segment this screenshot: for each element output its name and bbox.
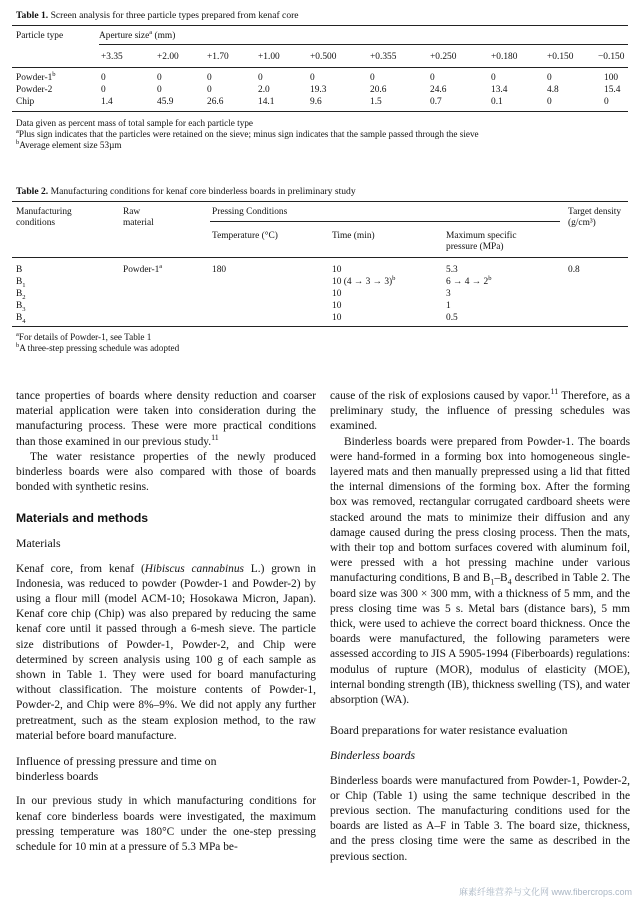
- table2-density: 0.8: [568, 265, 580, 275]
- table2-header-pressing: Pressing Conditions: [212, 207, 288, 217]
- table1-cell: 0: [101, 73, 106, 83]
- table1-row-label: Powder-1$^b$: [16, 70, 56, 83]
- table1-cell: 1.5: [370, 97, 382, 107]
- table2-header-conditions: conditions: [16, 218, 56, 228]
- table2-header-rule: [12, 257, 628, 258]
- table2-caption-text: Manufacturing conditions for kenaf core binderless boards in preliminary study: [50, 186, 356, 197]
- watermark-text: 麻素纤维营养与文化网 www.fibercrops.com: [458, 887, 632, 897]
- table2-condition: B: [16, 265, 23, 275]
- table1-cell: 0: [258, 73, 263, 83]
- left-column: [16, 389, 316, 855]
- table1-cell: 45.9: [157, 97, 174, 107]
- table1-cell: 15.4: [604, 85, 621, 95]
- table1-aperture-header: +0.250: [430, 52, 457, 62]
- table2-caption-label: Table 2.: [16, 186, 49, 197]
- table2-header-raw: Raw: [123, 207, 141, 217]
- table1-cell: 26.6: [207, 97, 224, 107]
- table1-caption-text: Screen analysis for three particle types prepared from kenaf core: [50, 10, 299, 21]
- table2-condition: $B_3$: [16, 301, 26, 313]
- section-heading-methods: Materials and methods: [16, 511, 149, 526]
- table2-note1: $^a$For details of Powder-1, see Table 1: [16, 330, 152, 342]
- table1-aperture-rule: [99, 44, 628, 45]
- table1-aperture-header: +0.500: [310, 52, 337, 62]
- table2-header-material: material: [123, 218, 154, 228]
- table1-cell: 0.7: [430, 97, 442, 107]
- table2-pressure: 3: [446, 289, 451, 299]
- materials-paragraph: Kenaf core, from kenaf (Hibiscus cannabinus L.) grown in Indonesia, was reduced to powder (Powder-1 and Powder-2) by using a flour mill (model ACM-10; Hosokawa Micron, Japan). Kenaf core chip (Chip) was also prepared by reducing the same kenaf core until it passed through a 6-mesh sieve. The particle size distributions of Powder-1, Powder-2, and Chip were determined by screen analysis using 100 g of each sample as shown in Table 1. They were used for board manufacturing without classification. The moisture contents of Powder-1, Powder-2, and Chip were 8%–9%. We did not apply any further pretreatment, such as the steam explosion method, to the raw material before board manufacture.: [16, 562, 316, 742]
- table2-condition: $B_4$: [16, 313, 26, 325]
- table2-header-time: Time (min): [332, 231, 375, 241]
- table1-cell: 0: [157, 73, 162, 83]
- table2-pressure: $6 \to 4 \to 2^b$: [446, 274, 492, 287]
- table1-cell: 0: [547, 73, 552, 83]
- table1-cell: 14.1: [258, 97, 275, 107]
- table2-header-target1: Target density: [568, 207, 622, 217]
- table1-cell: 0: [101, 85, 106, 95]
- table2-time: 10 $(4 \to 3 \to 3)^b$: [332, 274, 396, 287]
- table1-cell: 0: [207, 73, 212, 83]
- table2-header-max2: pressure (MPa): [446, 242, 504, 252]
- table2-caption: [16, 186, 356, 198]
- table1-row-label: Powder-2: [16, 85, 53, 95]
- table2-header-target2: (g/cm³): [568, 218, 596, 228]
- table1-cell: 20.6: [370, 85, 387, 95]
- table1-bottom-rule: [12, 111, 628, 112]
- table1-header-particle: Particle type: [16, 31, 64, 41]
- table1-note2: $^a$Plus sign indicates that the particles were retained on the sieve; minus sign indicates that the sample passed through the sieve: [16, 127, 479, 139]
- table1-aperture-header: −0.150: [598, 52, 625, 62]
- right-column: [330, 389, 630, 865]
- table1-cell: 19.3: [310, 85, 327, 95]
- table2-header-temperature: Temperature (°C): [212, 231, 278, 241]
- table1-cell: 1.4: [101, 97, 113, 107]
- table2-pressing-rule: [210, 221, 560, 222]
- table1-aperture-header: +2.00: [157, 52, 179, 62]
- table1-row-label: Chip: [16, 97, 35, 107]
- table2-bottom-rule: [12, 326, 628, 327]
- table2-condition: $B_1$: [16, 277, 26, 289]
- intro-paragraph-2: The water resistance properties of the newly produced binderless boards were also compared with those of boards bonded with synthetic resins.: [16, 450, 316, 494]
- table1-cell: 2.0: [258, 85, 270, 95]
- table2-time: 10: [332, 289, 342, 299]
- table1-cell: 0: [491, 73, 496, 83]
- table1-aperture-header: +1.00: [258, 52, 280, 62]
- table1-aperture-header: +1.70: [207, 52, 229, 62]
- table2-time: 10: [332, 265, 342, 275]
- table1-cell: 24.6: [430, 85, 447, 95]
- table1-cell: 0: [157, 85, 162, 95]
- subheading-board-preparations: Board preparations for water resistance evaluation: [330, 723, 568, 738]
- table2-note2: $^b$A three-step pressing schedule was adopted: [16, 341, 180, 353]
- table1-cell: 4.8: [547, 85, 559, 95]
- table1-aperture-header: +0.355: [370, 52, 397, 62]
- subheading-binderless-boards: Binderless boards: [330, 748, 416, 763]
- preparation-paragraph: Binderless boards were prepared from Powder-1. The boards were hand-formed in a forming box into homogeneous single-layered mats and then manually prepressed using a lid that fitted the internal dimensions of the forming box. After the forming box was removed, rectangular corrugated cardboard sheets were stacked around the mats to minimize their diffusion and any damage caused during the press closing process. Then the mats, with their top and bottom surfaces covered with aluminum foil, were pressed with a hot pressing machine under various manufacturing conditions, B and $B_1-B_4$ described in Table 2. The board size was 300 × 300 mm, with a thickness of 5 mm, and the press closing time was 5 s. Metal bars (distance bars), 5 mm thick, were used to achieve the correct board thickness. Once the boards were manufactured, the following parameters were assessed according to JIS A 5905-1994 (Fiberboards) regulations: modulus of rupture (MOR), modulus of elasticity (MOE), internal bonding strength (IB), thickness swelling (TS), and water absorption (WA).: [330, 435, 631, 707]
- table1-note1: Data given as percent mass of total sample for each particle type: [16, 118, 253, 128]
- table2-pressure: 5.3: [446, 265, 458, 275]
- table1-aperture-header: +0.180: [491, 52, 518, 62]
- table1-aperture-header: +3.35: [101, 52, 123, 62]
- table2-header-manufacturing: Manufacturing: [16, 207, 72, 217]
- table2-raw-material: Powder-1$^a$: [123, 262, 163, 275]
- intro-paragraph: tance properties of boards where density reduction and coarser material application were taken into consideration during the manufacturing process. These were more practical conditions than those examined in our previous study.$^{11}$: [16, 390, 316, 448]
- table1-cell: 0: [604, 97, 609, 107]
- table1-caption-label: Table 1.: [16, 10, 49, 21]
- table2-temperature: 180: [212, 265, 227, 275]
- table2-pressure: 1: [446, 301, 451, 311]
- subheading-influence: Influence of pressing pressure and time on binderless boards: [16, 754, 217, 784]
- table1-cell: 9.6: [310, 97, 322, 107]
- binderless-paragraph: Binderless boards were manufactured from Powder-1, Powder-2, or Chip (Table 1) using the same technique described in the previous section. The manufacturing conditions used for the boards are listed as A–F in Table 3. The board size, thickness, and the press closing time were the same as described in the previous section.: [330, 774, 630, 863]
- table1-cell: 13.4: [491, 85, 508, 95]
- subheading-materials: Materials: [16, 536, 61, 551]
- table1-cell: 0: [430, 73, 435, 83]
- table2-time: 10: [332, 313, 342, 323]
- table1-header-rule: [12, 67, 628, 68]
- influence-paragraph: In our previous study in which manufacturing conditions for kenaf core binderless boards were investigated, the maximum pressing temperature was 180°C under the one-step pressing schedule for 10 min at a pressure of 5.3 MPa be-: [16, 795, 316, 854]
- table1-top-rule: [12, 25, 628, 26]
- table2-pressure: 0.5: [446, 313, 458, 323]
- table1-cell: 0.1: [491, 97, 503, 107]
- table1-cell: 0: [310, 73, 315, 83]
- table2-time: 10: [332, 301, 342, 311]
- table2-top-rule: [12, 201, 628, 202]
- table1-cell: 0: [207, 85, 212, 95]
- table2-condition: $B_2$: [16, 289, 26, 301]
- table1-aperture-header: +0.150: [547, 52, 574, 62]
- table1-cell: 0: [370, 73, 375, 83]
- table1-cell: 100: [604, 73, 619, 83]
- table1-caption: [16, 10, 299, 22]
- table1-cell: 0: [547, 97, 552, 107]
- table1-note3: $^b$Average element size 53µm: [16, 138, 122, 150]
- table1-header-aperture: Aperture size$^a$ (mm): [99, 28, 176, 41]
- table2-header-max1: Maximum specific: [446, 231, 517, 241]
- preliminary-paragraph: cause of the risk of explosions caused by vapor.$^{11}$ Therefore, as a preliminary study, the influence of pressing schedules was examined.: [330, 387, 631, 433]
